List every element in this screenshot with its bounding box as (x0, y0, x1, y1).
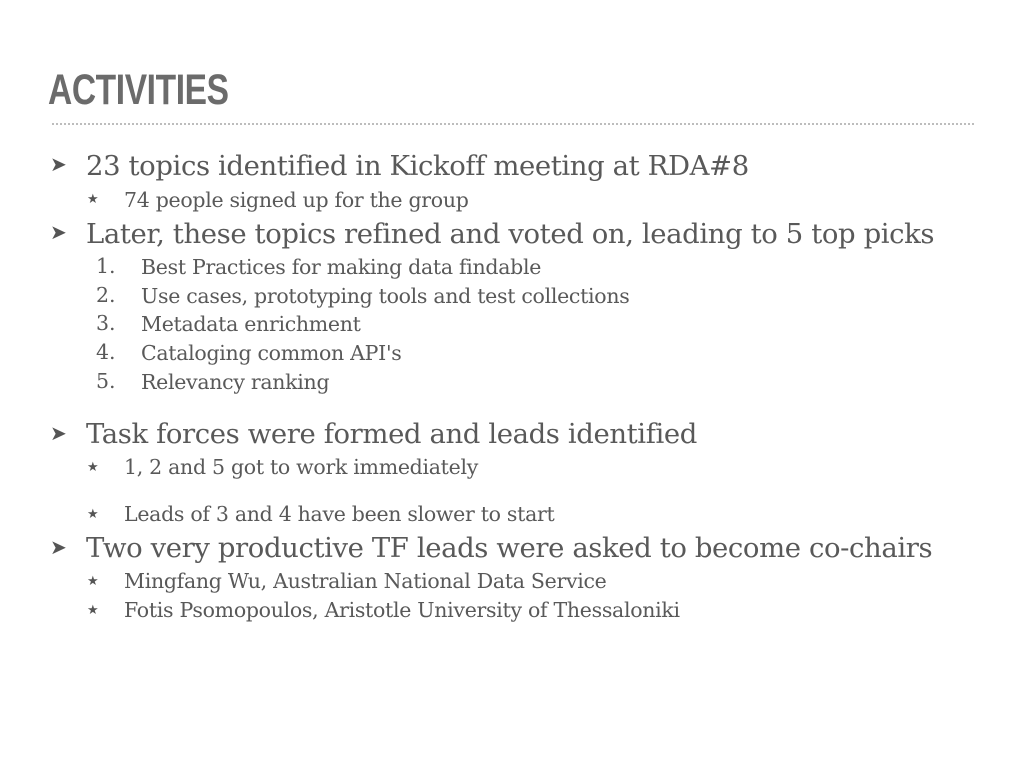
list-number: 5. (96, 369, 116, 393)
list-number: 2. (96, 283, 116, 307)
bullet-3-sub-2: Leads of 3 and 4 have been slower to start (124, 502, 555, 526)
arrow-bullet-icon: ➤ (50, 535, 67, 559)
bullet-3-text: Task forces were formed and leads identified (86, 418, 697, 450)
top-pick-4: Cataloging common API's (141, 341, 402, 365)
top-pick-1: Best Practices for making data findable (141, 255, 542, 279)
list-number: 3. (96, 311, 116, 335)
bullet-3-sub-1: 1, 2 and 5 got to work immediately (124, 455, 478, 479)
top-pick-2: Use cases, prototyping tools and test collections (141, 284, 630, 308)
arrow-bullet-icon: ➤ (50, 421, 67, 445)
bullet-4-sub-2: Fotis Psomopoulos, Aristotle University of Thessaloniki (124, 598, 680, 622)
star-bullet-icon: ★ (87, 192, 99, 207)
list-number: 4. (96, 340, 116, 364)
bullet-1-text: 23 topics identified in Kickoff meeting at RDA#8 (86, 150, 749, 182)
bullet-1-sub-1: 74 people signed up for the group (124, 188, 469, 212)
list-number: 1. (96, 254, 116, 278)
star-bullet-icon: ★ (87, 460, 99, 475)
bullet-2-text: Later, these topics refined and voted on, leading to 5 top picks (86, 218, 935, 250)
arrow-bullet-icon: ➤ (50, 152, 67, 176)
top-pick-5: Relevancy ranking (141, 370, 330, 394)
top-pick-3: Metadata enrichment (141, 312, 361, 336)
star-bullet-icon: ★ (87, 603, 99, 618)
star-bullet-icon: ★ (87, 507, 99, 522)
bullet-4-text: Two very productive TF leads were asked to become co-chairs (86, 532, 933, 564)
arrow-bullet-icon: ➤ (50, 220, 67, 244)
slide-title: ACTIVITIES (48, 66, 229, 114)
title-divider (52, 123, 974, 125)
bullet-4-sub-1: Mingfang Wu, Australian National Data Service (124, 569, 607, 593)
star-bullet-icon: ★ (87, 574, 99, 589)
